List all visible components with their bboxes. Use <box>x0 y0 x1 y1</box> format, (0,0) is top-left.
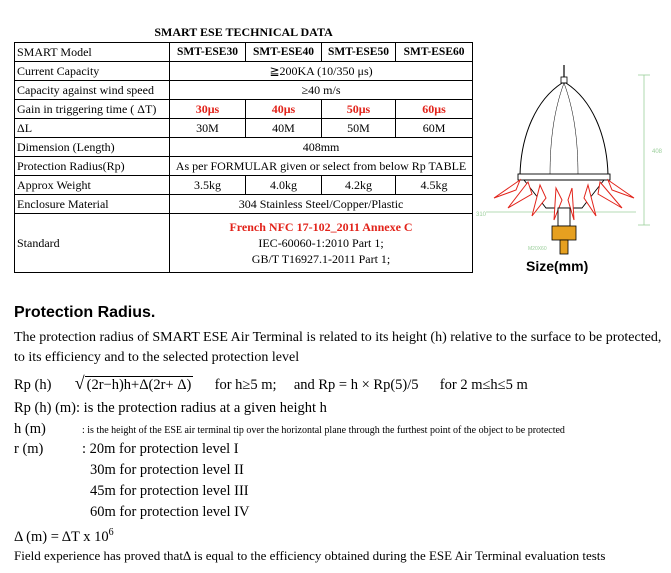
table-row-model <box>15 43 473 62</box>
formula-lhs: Rp (h) <box>14 377 52 393</box>
standard-line: French NFC 17-102_2011 Annexe C <box>229 220 413 234</box>
tip-cap <box>561 77 567 83</box>
field-note: Field experience has proved thatΔ is equal to the efficiency obtained during the ESE Air Terminal evaluation tests <box>14 548 606 563</box>
weight-cell: 4.5kg <box>396 176 473 195</box>
table-row-dl <box>15 119 473 138</box>
weight-cell: 4.0kg <box>246 176 322 195</box>
row-label: Protection Radius(Rp) <box>15 157 170 176</box>
table-row-capacity <box>15 62 473 81</box>
row-label: Enclosure Material <box>15 195 170 214</box>
capacity-value: ≧200KA (10/350 μs) <box>170 62 473 81</box>
rp-definition: Rp (h) (m): is the protection radius at a given height h <box>14 400 327 416</box>
drawing-caption: Size(mm) <box>526 258 589 274</box>
dl-cell: 60M <box>396 119 473 138</box>
formula-cond1: for h≥5 m; <box>214 377 277 393</box>
model-cell: SMT-ESE50 <box>322 43 396 62</box>
row-label: Standard <box>15 214 170 273</box>
dim-width-label: 310 <box>476 212 487 218</box>
level-item: 30m for protection level II <box>90 462 244 478</box>
base-fitting <box>552 226 576 240</box>
gain-cell: 40μs <box>246 100 322 119</box>
table-row-wind <box>15 81 473 100</box>
standard-line: GB/T T16927.1-2011 Part 1; <box>251 252 391 266</box>
row-label: Dimension (Length) <box>15 138 170 157</box>
table-row-radius <box>15 157 473 176</box>
gain-cell: 30μs <box>170 100 246 119</box>
standard-line: IEC-60060-1:2010 Part 1; <box>258 236 384 250</box>
model-cell: SMT-ESE30 <box>170 43 246 62</box>
wind-value: ≥40 m/s <box>170 81 473 100</box>
model-cell: SMT-ESE60 <box>396 43 473 62</box>
level-item: 45m for protection level III <box>90 483 249 499</box>
delta-exponent: 6 <box>108 527 114 538</box>
row-label: SMART Model <box>15 43 170 62</box>
ring <box>518 174 610 180</box>
formula-cond2: for 2 m≤h≤5 m <box>439 377 528 393</box>
table-row-weight <box>15 176 473 195</box>
dim-height-label: 408 <box>652 149 663 155</box>
table-row-material <box>15 195 473 214</box>
material-value: 304 Stainless Steel/Copper/Plastic <box>170 195 473 214</box>
table-row-dimension <box>15 138 473 157</box>
gain-cell: 60μs <box>396 100 473 119</box>
row-label: Approx Weight <box>15 176 170 195</box>
intro-paragraph: The protection radius of SMART ESE Air Terminal is related to its height (h) relative to the surface to be protected, to its efficiency and to the selected protection level <box>14 330 662 365</box>
weight-cell: 4.2kg <box>322 176 396 195</box>
table-row-gain <box>15 100 473 119</box>
dl-cell: 50M <box>322 119 396 138</box>
table-row-standard <box>15 214 473 273</box>
weight-cell: 3.5kg <box>170 176 246 195</box>
spec-table <box>14 22 473 273</box>
row-label: ΔL <box>15 119 170 138</box>
formula-mid: and Rp = h × Rp(5)/5 <box>293 377 419 393</box>
dimension-value: 408mm <box>170 138 473 157</box>
level-item: : 20m for protection level I <box>82 441 239 457</box>
r-label: r (m) <box>14 441 44 457</box>
radius-value: As per FORMULAR given or select from below Rp TABLE <box>170 157 473 176</box>
thread-label: M20X60 <box>528 246 547 252</box>
dome-body <box>520 83 608 175</box>
row-label: Capacity against wind speed <box>15 81 170 100</box>
model-cell: SMT-ESE40 <box>246 43 322 62</box>
section-heading: Protection Radius. <box>14 304 156 321</box>
delta-formula <box>14 527 114 546</box>
level-item: 60m for protection level IV <box>90 504 250 520</box>
gain-cell: 50μs <box>322 100 396 119</box>
dl-cell: 30M <box>170 119 246 138</box>
delta-base: Δ (m) = ΔT x 10 <box>14 528 109 545</box>
formula-root: (2r−h)h+Δ(2r+ Δ) <box>86 377 192 393</box>
row-label: Current Capacity <box>15 62 170 81</box>
rp-formula <box>14 373 528 394</box>
h-definition: : is the height of the ESE air terminal tip over the horizontal plane through the furthest point of the object to be protected <box>82 425 565 436</box>
air-terminal-drawing <box>476 40 666 280</box>
standard-value <box>170 214 473 273</box>
dl-cell: 40M <box>246 119 322 138</box>
sqrt-sign: √ <box>74 373 85 393</box>
table-title: SMART ESE TECHNICAL DATA <box>15 22 473 43</box>
row-label: Gain in triggering time ( ΔT) <box>15 100 170 119</box>
h-label: h (m) <box>14 421 46 437</box>
